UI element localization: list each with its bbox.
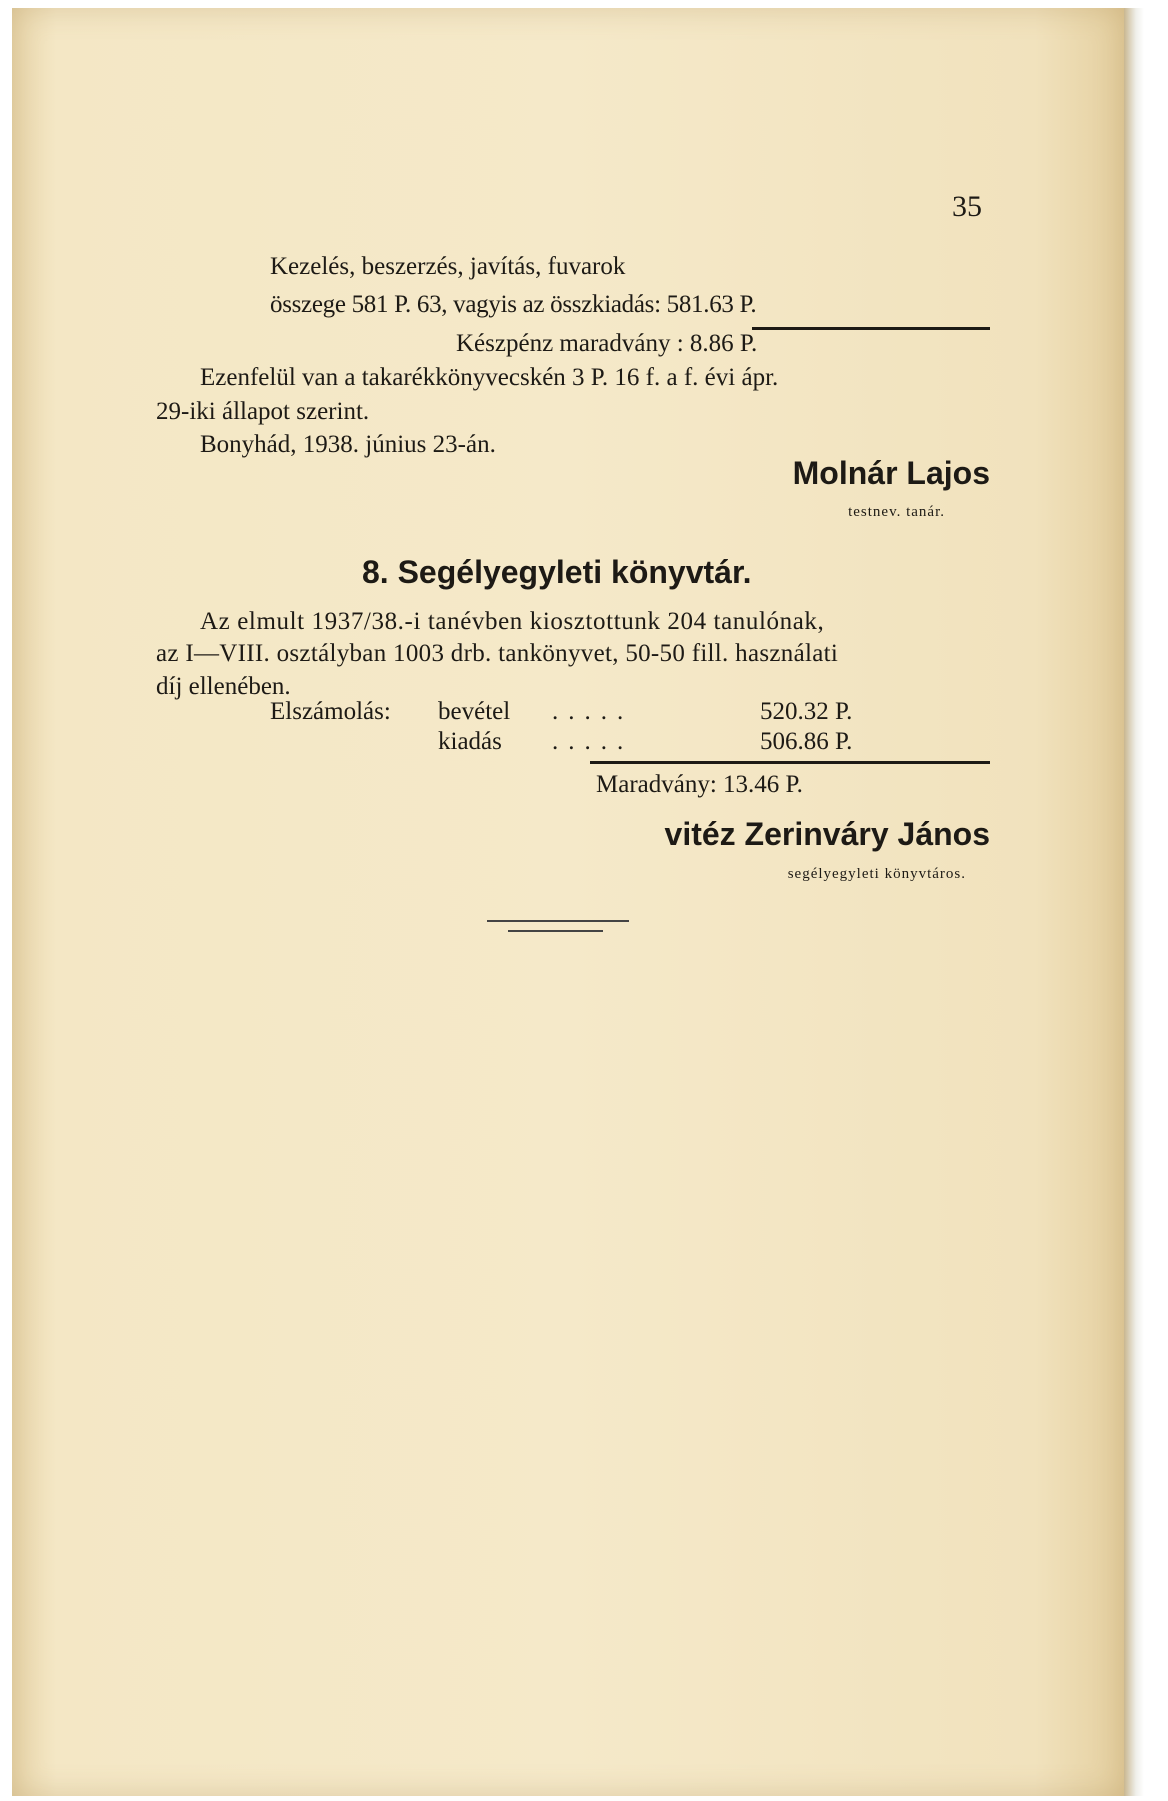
expense-value: 506.86 P. bbox=[760, 728, 853, 755]
text-line: 29-iki állapot szerint. bbox=[156, 398, 370, 425]
text-line: Ezenfelül van a takarékkönyvecskén 3 P. 16 f. a f. évi ápr. bbox=[200, 364, 779, 391]
sum-rule bbox=[752, 327, 990, 330]
text-line: Kezelés, beszerzés, javítás, fuvarok bbox=[270, 253, 626, 280]
income-label: bevétel bbox=[438, 698, 511, 725]
accounting-label: Elszámolás: bbox=[270, 698, 391, 725]
section-heading: 8. Segélyegyleti könyvtár. bbox=[362, 554, 752, 590]
text-line: az I—VIII. osztályban 1003 drb. tankönyvet, 50-50 fill. használati bbox=[156, 640, 839, 667]
text-line: összege 581 P. 63, vagyis az összkiadás: 581.63 P. bbox=[270, 291, 757, 318]
signature-name: vitéz Zerinváry János bbox=[664, 816, 990, 852]
page-edge bbox=[1124, 8, 1144, 1796]
cash-remainder: Készpénz maradvány : 8.86 P. bbox=[456, 330, 758, 357]
text-line: Az elmult 1937/38.-i tanévben kiosztottunk 204 tanulónak, bbox=[200, 608, 825, 635]
expense-label: kiadás bbox=[438, 728, 502, 755]
page-number: 35 bbox=[952, 190, 982, 223]
balance-line: Maradvány: 13.46 P. bbox=[596, 771, 803, 798]
date-line: Bonyhád, 1938. június 23-án. bbox=[200, 431, 496, 458]
income-value: 520.32 P. bbox=[760, 698, 853, 725]
text-line: díj ellenében. bbox=[156, 673, 291, 700]
end-rule bbox=[508, 930, 603, 932]
signature-title: testnev. tanár. bbox=[848, 504, 945, 520]
end-rule bbox=[487, 920, 629, 922]
leader-dots: ..... bbox=[552, 698, 634, 725]
signature-title: segélyegyleti könyvtáros. bbox=[787, 866, 966, 882]
leader-dots: ..... bbox=[552, 728, 634, 755]
sum-rule bbox=[590, 761, 990, 764]
signature-name: Molnár Lajos bbox=[792, 455, 990, 491]
